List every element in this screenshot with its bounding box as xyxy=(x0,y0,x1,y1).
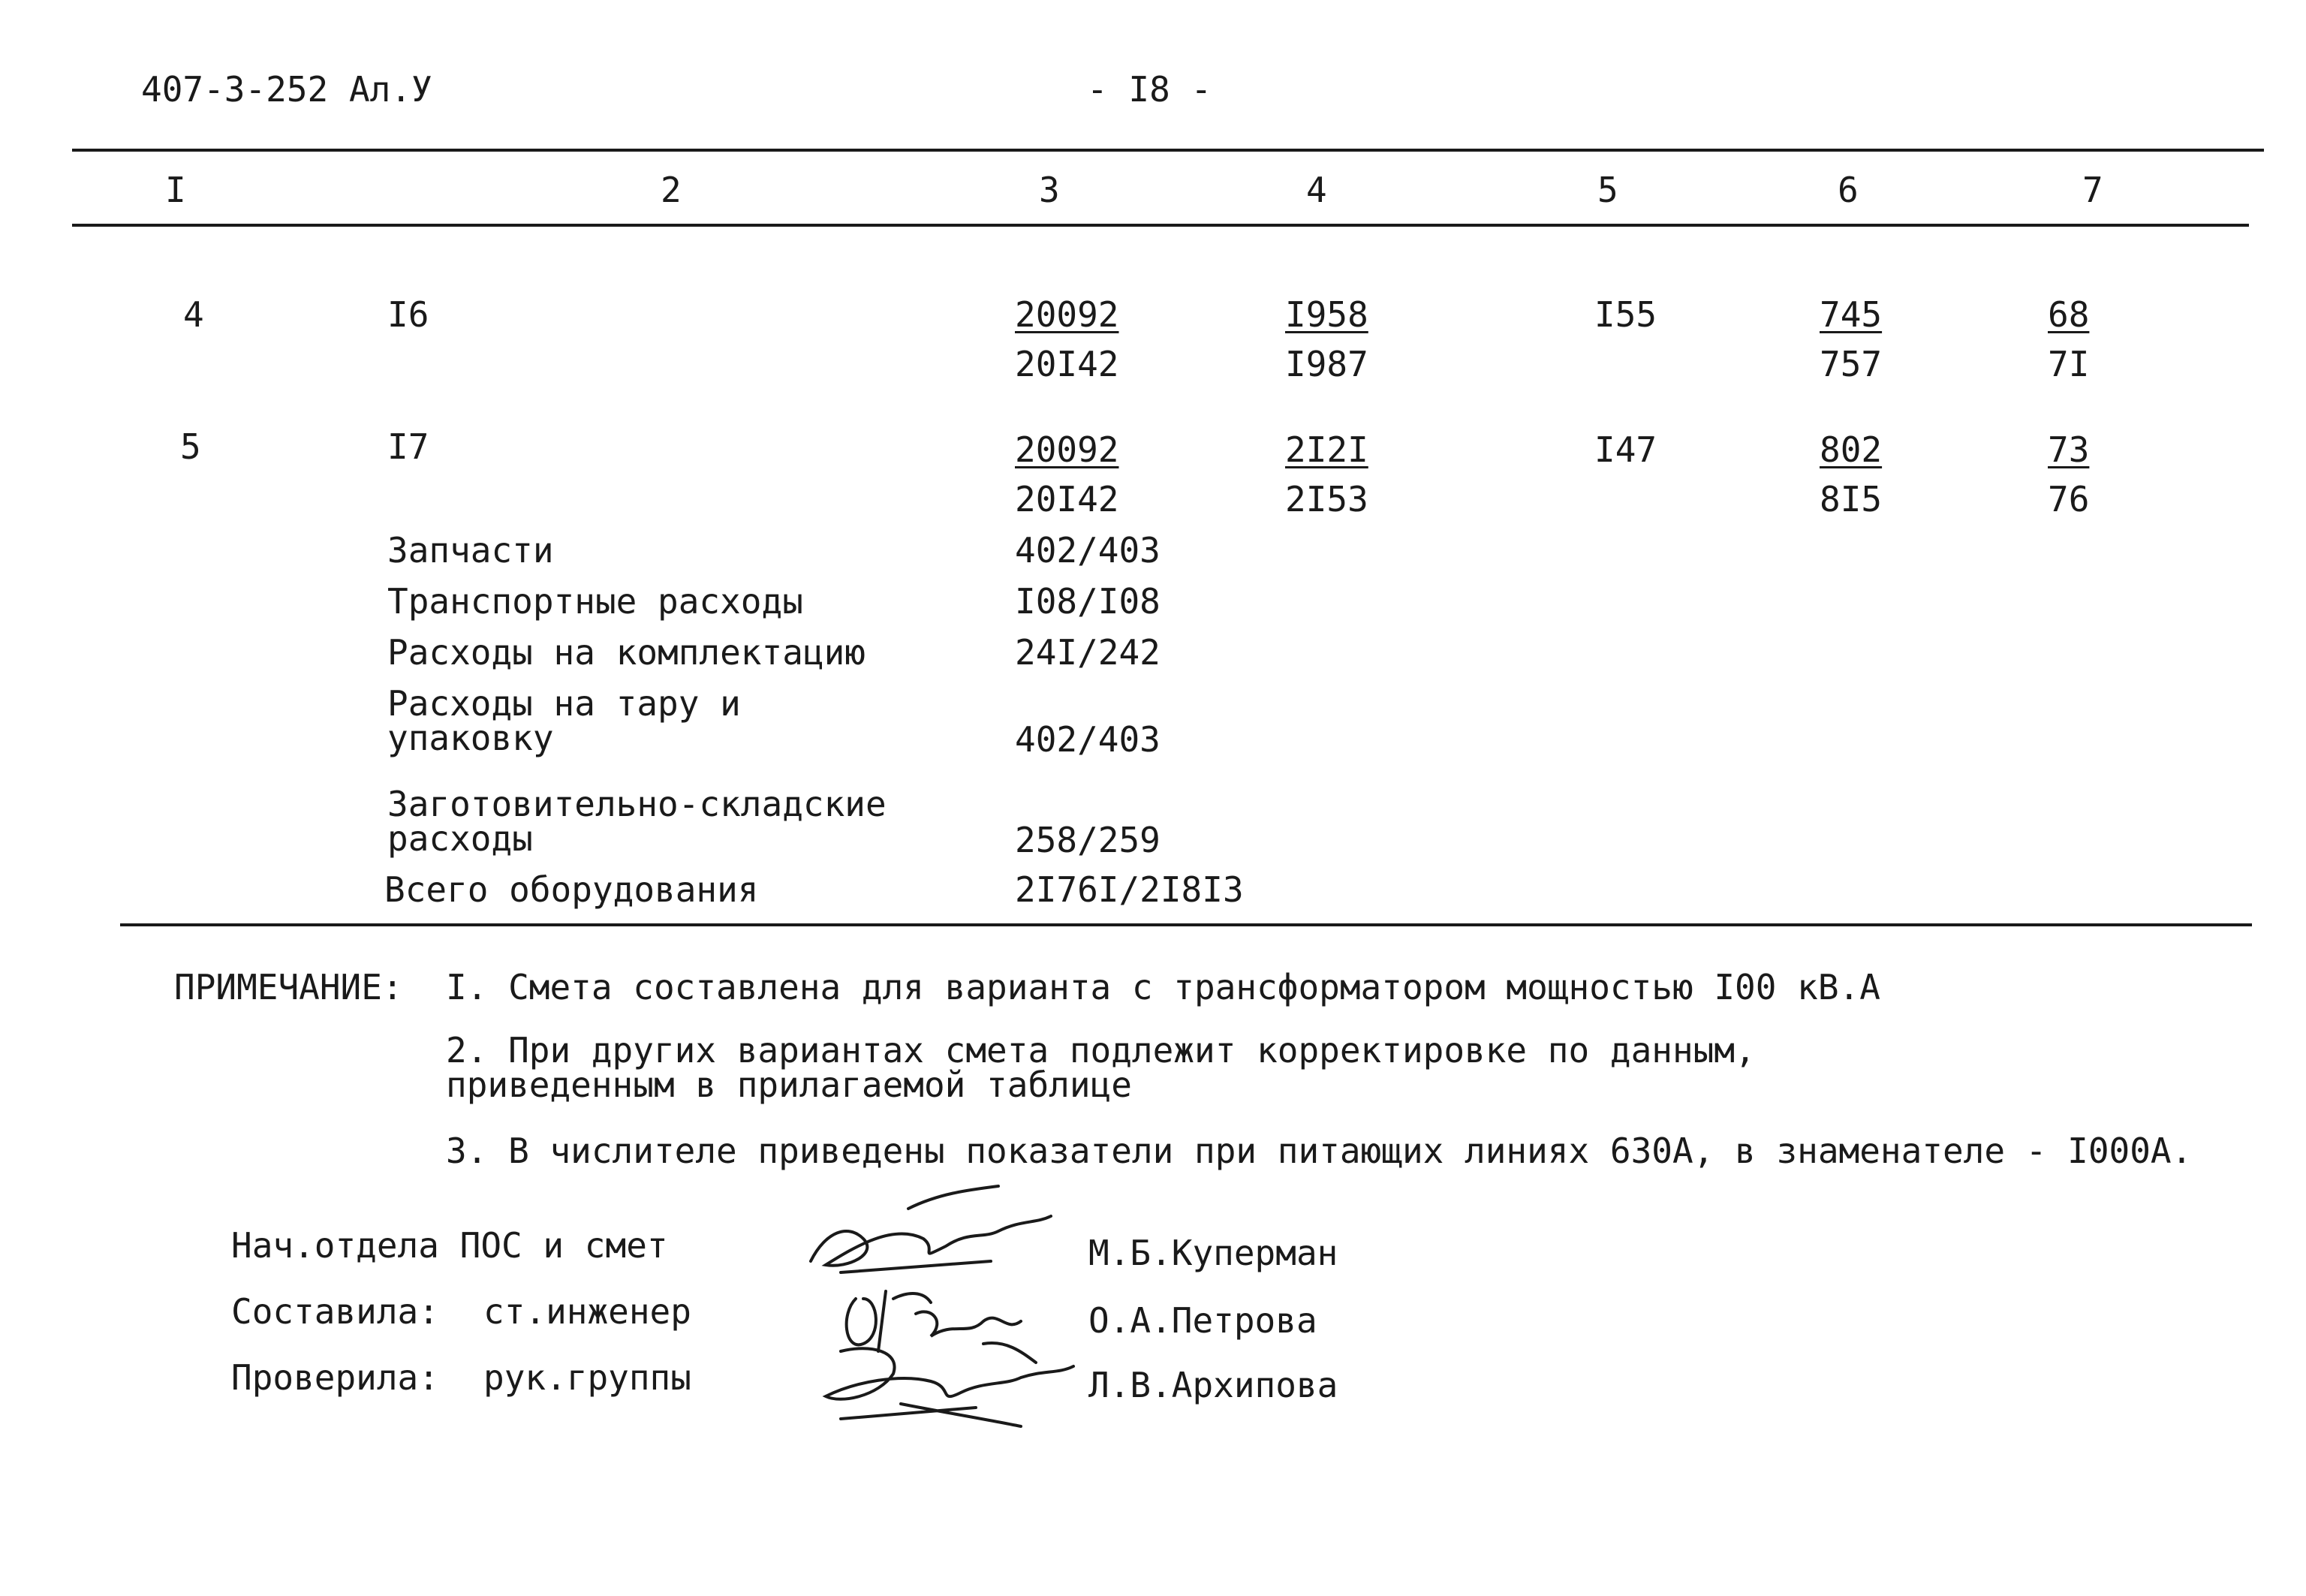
col7-numerator: 73 xyxy=(2048,429,2090,470)
col7-numerator: 68 xyxy=(2048,294,2090,335)
document-code: 407-3-252 Ал.У xyxy=(141,69,432,110)
row-code: I6 xyxy=(387,294,429,335)
signature-role: Нач.отдела ПОС и смет xyxy=(231,1225,668,1266)
signature-name: М.Б.Куперман xyxy=(1088,1233,1338,1273)
col6-numerator: 802 xyxy=(1820,429,1883,470)
col5-value: I55 xyxy=(1594,294,1657,335)
extra-item-label: Расходы на тару и упаковку xyxy=(387,683,741,758)
signature-title: рук.группы xyxy=(483,1357,691,1398)
extra-item-value: I08/I08 xyxy=(1015,581,1161,622)
signature-name: О.А.Петрова xyxy=(1088,1300,1317,1341)
column-header-1: I xyxy=(165,170,186,210)
column-header-5: 5 xyxy=(1597,170,1618,210)
col4-denominator: I987 xyxy=(1285,344,1368,384)
table-top-rule xyxy=(72,149,2264,152)
column-header-2: 2 xyxy=(661,170,682,210)
col3-denominator: 20I42 xyxy=(1015,344,1119,384)
extra-item-label: Запчасти xyxy=(387,530,554,571)
column-header-3: 3 xyxy=(1039,170,1060,210)
column-header-7: 7 xyxy=(2082,170,2103,210)
col6-numerator: 745 xyxy=(1820,294,1883,335)
extra-item-value: 24I/242 xyxy=(1015,632,1161,673)
col3-numerator: 20092 xyxy=(1015,294,1119,335)
extra-item-label: Транспортные расходы xyxy=(387,581,803,622)
extra-item-label: Заготовительно-складские расходы xyxy=(387,784,887,859)
extra-item-value: 402/403 xyxy=(1015,719,1161,760)
extra-item-value: 258/259 xyxy=(1015,820,1161,860)
col6-denominator: 8I5 xyxy=(1820,479,1883,519)
col4-numerator: 2I2I xyxy=(1285,429,1368,470)
col6-denominator: 757 xyxy=(1820,344,1883,384)
table-bottom-rule xyxy=(120,923,2252,926)
note-item: 3. В числителе приведены показатели при питающих линиях 630А, в знаменателе - I000А. xyxy=(446,1131,2193,1171)
row-number: 5 xyxy=(180,426,201,467)
signature-title: ст.инженер xyxy=(483,1291,691,1332)
col3-denominator: 20I42 xyxy=(1015,479,1119,519)
col7-denominator: 7I xyxy=(2048,344,2090,384)
col5-value: I47 xyxy=(1594,429,1657,470)
handwritten-signature-1 xyxy=(796,1179,1081,1284)
extra-item-label: Расходы на комплектацию xyxy=(387,632,866,673)
column-header-6: 6 xyxy=(1838,170,1859,210)
col4-numerator: I958 xyxy=(1285,294,1368,335)
header-bottom-rule xyxy=(72,224,2249,227)
col4-denominator: 2I53 xyxy=(1285,479,1368,519)
page-number: - I8 - xyxy=(1087,69,1212,110)
row-number: 4 xyxy=(183,294,204,335)
col7-denominator: 76 xyxy=(2048,479,2090,519)
handwritten-signature-3 xyxy=(811,1329,1096,1434)
note-item: 2. При других вариантах смета подлежит корректировке по данным, приведенным в прилагаемой таблице xyxy=(446,1030,1756,1105)
notes-heading: ПРИМЕЧАНИЕ: xyxy=(174,967,403,1007)
row-code: I7 xyxy=(387,426,429,467)
signature-role: Проверила: xyxy=(231,1357,439,1398)
column-header-4: 4 xyxy=(1306,170,1327,210)
note-item: I. Смета составлена для варианта с трансформатором мощностью I00 кВ.А xyxy=(446,967,1880,1007)
signature-name: Л.В.Архипова xyxy=(1088,1365,1338,1405)
total-equipment-value: 2I76I/2I8I3 xyxy=(1015,869,1244,910)
col3-numerator: 20092 xyxy=(1015,429,1119,470)
extra-item-value: 402/403 xyxy=(1015,530,1161,571)
signature-role: Составила: xyxy=(231,1291,439,1332)
extra-item-label: Всего оборудования xyxy=(384,869,759,910)
